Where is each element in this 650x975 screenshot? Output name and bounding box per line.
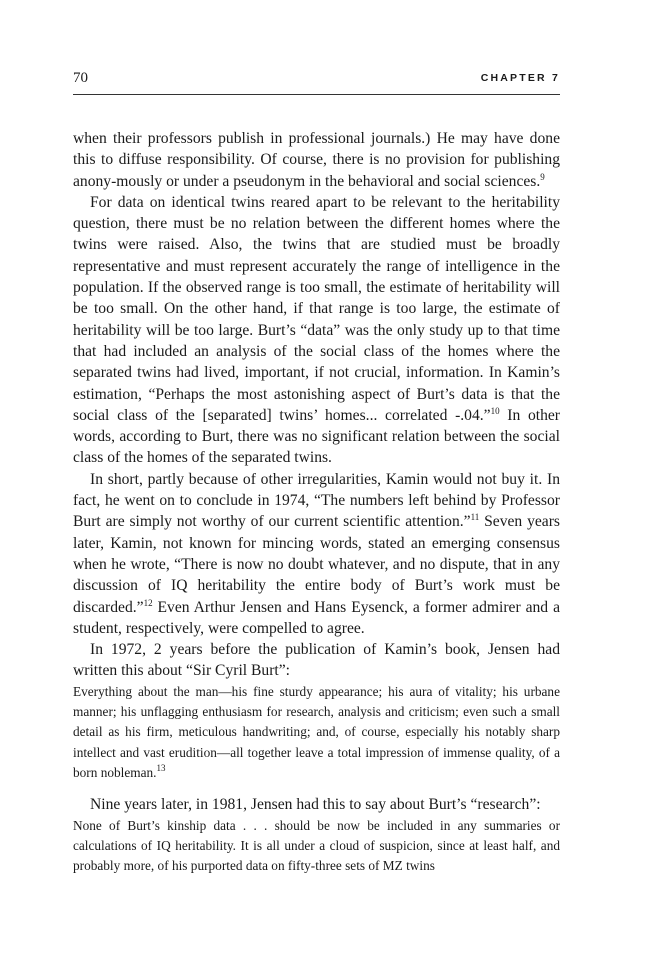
paragraph-2: For data on identical twins reared apart to be relevant to the heritability question, there must be no relation between the different homes where the twins were raised. Also, the twins that are studied must be broadly representative and must represent accurately the range of intelligence in the population. If the observed range is too small, the estimate of heritability will be too small. On the other hand, if that range is too large, the estimate of heritability will be too large. Burt’s “data” was the only study up to that time that had included an analysis of the social class of the homes where the separated twins had lived, important, if not crucial, information. In Kamin’s estimation, “Perhaps the most astonishing aspect of Burt’s data is that the social class of the [separated] twins’ homes... correlated -.04.”$^{10}$ In other words, according to Burt, there was no significant relation between the social class of the homes of the separated twins. [73,193,560,467]
paragraph-1: when their professors publish in professional journals.) He may have done this to diffuse responsibility. Of course, there is no provision for publishing anony-mously or under a pseudonym in the behavioral and social sciences.$^9$ [73,130,560,190]
paragraph-3: In short, partly because of other irregularities, Kamin would not buy it. In fact, he went on to conclude in 1974, “The numbers left behind by Professor Burt are simply not worthy of our current scientific attention.”$^{11}$ Seven years later, Kamin, not known for mincing words, stated an emerging consensus when he wrote, “There is now no doubt whatever, and no dispute, that in any discussion of IQ heritability the entire body of Burt’s work must be discarded.”$^{12}$ Even Arthur Jensen and Hans Eysenck, a former admirer and a student, respectively, were compelled to agree. [73,470,560,637]
running-head: CHAPTER 7 [480,72,560,84]
body-text [73,128,560,876]
footnote-ref: 13 [156,762,166,773]
footnote-ref: 11 [470,512,480,523]
paragraph-5: Nine years later, in 1981, Jensen had this to say about Burt’s “research”: [90,796,541,814]
footnote-ref: 12 [143,597,153,608]
page-number: 70 [73,70,88,86]
page-header [73,70,560,90]
footnote-ref: 10 [490,405,500,416]
header-rule [73,94,560,95]
footnote-ref: 9 [540,171,545,182]
paragraph-4: In 1972, 2 years before the publication of Kamin’s book, Jensen had written this about “Sir Cyril Burt”: [73,641,560,680]
block-quote-2: None of Burt’s kinship data . . . should be now be included in any summaries or calculations of IQ heritability. It is all under a cloud of suspicion, since at least half, and probably more, of his purported data on fifty-three sets of MZ twins [73,817,560,874]
block-quote-1: Everything about the man—his fine sturdy appearance; his aura of vitality; his urbane manner; his unflagging enthusiasm for research, analysis and criticism; even such a small detail as his firm, meticulous handwriting; and, of course, especially his notably sharp intellect and vast erudition—all together leave a total impression of immense quality, of a born nobleman.$^{13}$ [73,683,560,780]
